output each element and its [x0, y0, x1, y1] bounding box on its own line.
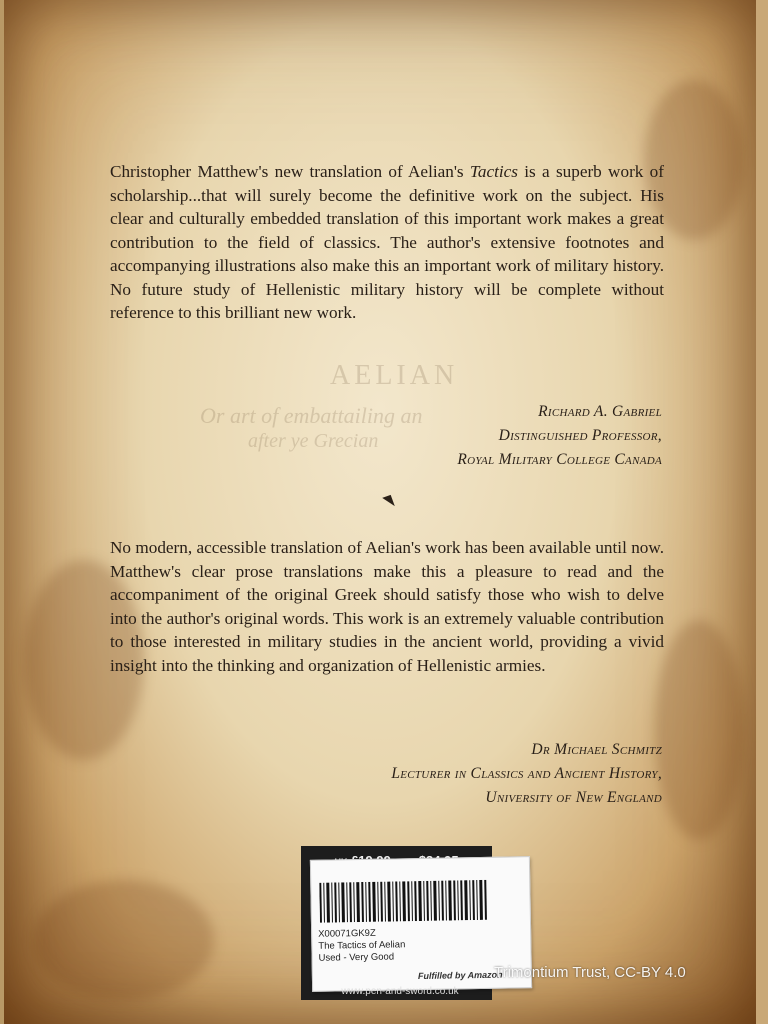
- fulfilled-by-label: Fulfilled by Amazon: [417, 969, 503, 982]
- sticker-title: The Tactics of Aelian: [318, 939, 406, 952]
- reviewer-title: Distinguished Professor,: [498, 427, 662, 444]
- reviewer-title: Lecturer in Classics and Ancient History,: [391, 765, 662, 782]
- book-title-italic: Tactics: [469, 162, 518, 181]
- stain: [654, 620, 744, 840]
- background-subtitle: Or art of embattailing an: [200, 403, 423, 428]
- reviewer-name: Dr Michael Schmitz: [531, 741, 662, 758]
- publisher-website: www.pen-and-sword.co.uk: [341, 986, 459, 997]
- review-2-attribution: [391, 738, 662, 810]
- stain: [34, 880, 214, 1000]
- reviewer-institution: University of New England: [485, 789, 662, 806]
- image-credit: Trimontium Trust, CC-BY 4.0: [494, 964, 686, 981]
- background-title: AELIAN: [330, 360, 459, 391]
- review-1-text-cont: is a superb work of scholarship...that will surely become the definitive work on the subject. His clear and culturally embedded translation of this important work makes a great contribution to the field of classics. The author's extensive footnotes and accompanying illustrations also make this an important work of military history. No future study of Hellenistic military history will be complete without reference to this brilliant new work.: [110, 162, 664, 322]
- review-quote-1: [110, 160, 664, 325]
- reviewer-name: Richard A. Gabriel: [538, 403, 662, 420]
- barcode-icon: [319, 880, 490, 923]
- sticker-condition: Used - Very Good: [318, 951, 395, 964]
- reviewer-institution: Royal Military College Canada: [457, 451, 662, 468]
- sticker-code: X00071GK9Z: [318, 927, 376, 940]
- review-1-attribution: [457, 400, 662, 472]
- review-quote-2: No modern, accessible translation of Aelian's work has been available until now. Matthew's clear prose translations make this a pleasure to read and the accompaniment of the original Greek should satisfy those who wish to delve into the author's original words. This work is an extremely valuable contribution to those interested in military studies in the ancient world, providing a vivid insight into the thinking and organization of Hellenistic armies.: [110, 538, 664, 675]
- background-subtitle-2: after ye Grecian: [248, 430, 379, 452]
- review-1-text: Christopher Matthew's new translation of Aelian's: [110, 162, 470, 181]
- sticker-text: [318, 927, 406, 965]
